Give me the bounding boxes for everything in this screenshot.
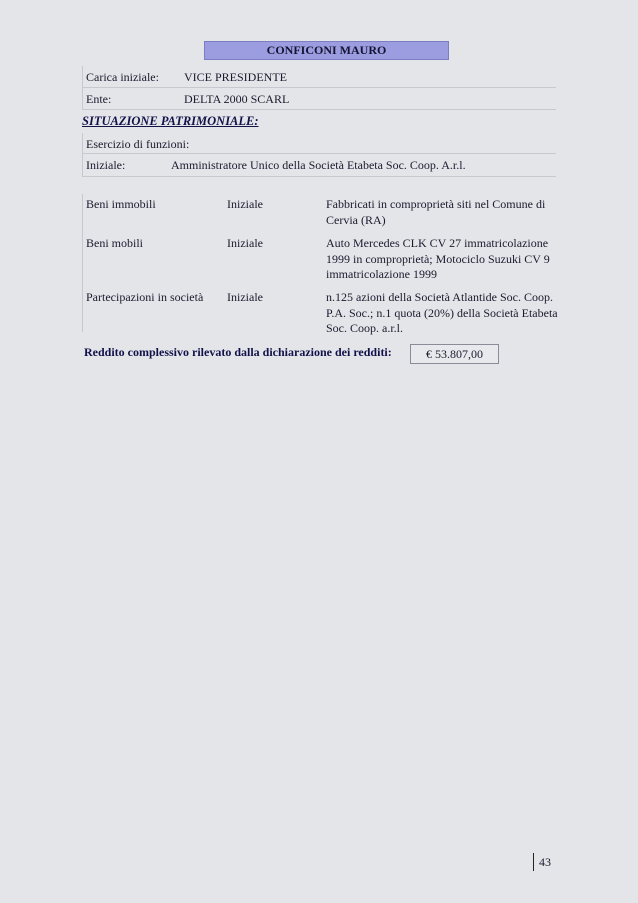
income-value: € 53.807,00 (410, 344, 499, 364)
page-number: 43 (539, 855, 551, 869)
asset-description: Auto Mercedes CLK CV 27 immatricolazione 1999 in comproprietà; Motociclo Suzuki CV 9 immatricolazione 1999 (326, 236, 550, 281)
income-label: Reddito complessivo rilevato dalla dichiarazione dei redditi: (84, 345, 392, 359)
esercizio-label: Esercizio di funzioni: (86, 137, 190, 151)
iniziale-label: Iniziale: (86, 158, 126, 172)
asset-status: Iniziale (227, 197, 263, 211)
asset-status: Iniziale (227, 290, 263, 304)
asset-description: Fabbricati in comproprietà siti nel Comune di Cervia (RA) (326, 197, 546, 227)
iniziale-value: Amministratore Unico della Società Etabeta Soc. Coop. A.r.l. (171, 158, 466, 172)
carica-label: Carica iniziale: (86, 70, 159, 84)
page-number-bar (533, 853, 534, 871)
person-name-header: CONFICONI MAURO (204, 41, 449, 60)
asset-status: Iniziale (227, 236, 263, 250)
divider (82, 176, 556, 177)
asset-category: Beni immobili (86, 197, 156, 211)
divider (82, 194, 83, 332)
divider (82, 153, 556, 154)
divider (82, 66, 83, 110)
section-title: SITUAZIONE PATRIMONIALE: (82, 114, 259, 128)
divider (82, 87, 556, 88)
ente-value: DELTA 2000 SCARL (184, 92, 290, 106)
ente-label: Ente: (86, 92, 112, 106)
carica-value: VICE PRESIDENTE (184, 70, 287, 84)
asset-description: n.125 azioni della Società Atlantide Soc. Coop. P.A. Soc.; n.1 quota (20%) della Società Etabeta Soc. Coop. a.r.l. (326, 290, 558, 335)
divider (82, 133, 83, 177)
divider (82, 109, 556, 110)
asset-category: Partecipazioni in società (86, 290, 204, 304)
asset-category: Beni mobili (86, 236, 143, 250)
